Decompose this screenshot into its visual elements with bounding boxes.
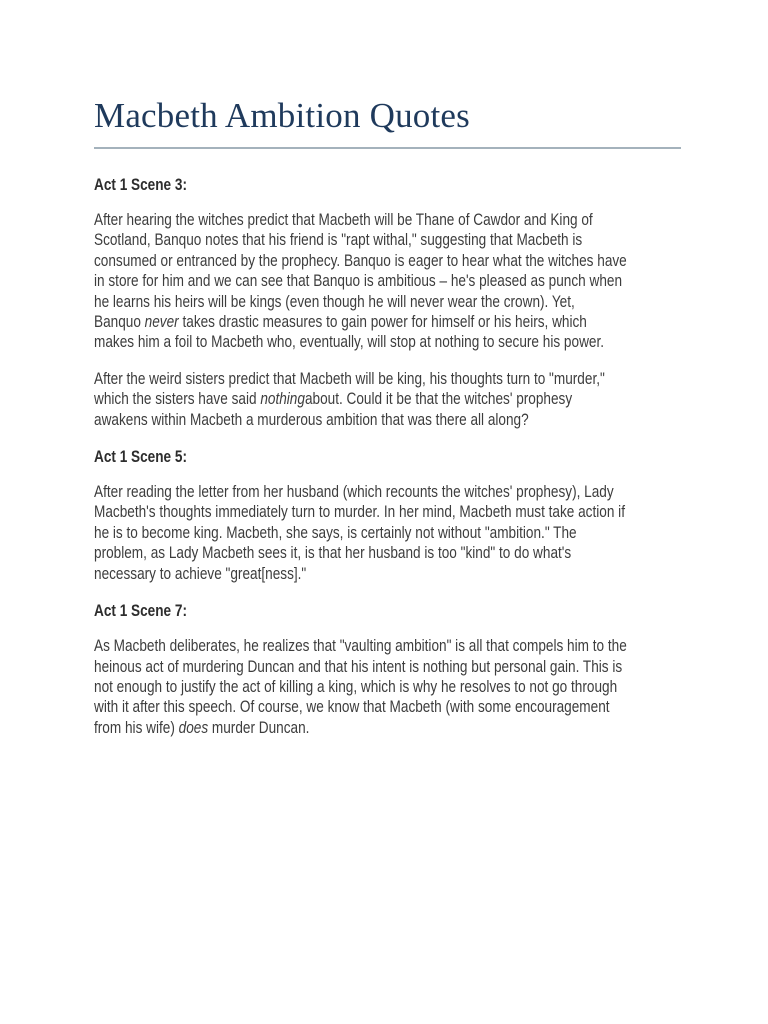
text-segment: After the weird sisters predict that Macbeth will be king, his thoughts turn to "murder," xyxy=(94,368,605,388)
text-segment: awakens within Macbeth a murderous ambition that was there all along? xyxy=(94,409,529,429)
text-line xyxy=(94,369,681,389)
page-title: Macbeth Ambition Quotes xyxy=(94,96,470,135)
paragraph xyxy=(94,636,681,738)
text-line xyxy=(94,564,681,584)
text-segment: murder Duncan. xyxy=(208,717,310,737)
scene-heading: Act 1 Scene 7: xyxy=(94,601,187,621)
text-line xyxy=(94,523,681,543)
paragraph xyxy=(94,482,681,584)
text-segment: in store for him and we can see that Banquo is ambitious – he's pleased as punch when xyxy=(94,271,623,291)
text-segment: heinous act of murdering Duncan and that his intent is nothing but personal gain. This is xyxy=(94,656,623,676)
title-divider xyxy=(94,147,681,149)
text-segment: which the sisters have said xyxy=(94,389,261,409)
text-line xyxy=(94,389,681,409)
scene-heading: Act 1 Scene 5: xyxy=(94,447,187,467)
paragraph xyxy=(94,210,681,353)
paragraph xyxy=(94,369,681,430)
text-segment: consumed or entranced by the prophecy. Banquo is eager to hear what the witches have xyxy=(94,250,627,270)
text-segment: Macbeth's thoughts immediately turn to murder. In her mind, Macbeth must take action if xyxy=(94,502,625,522)
italic-text: nothing xyxy=(260,389,305,409)
document-content xyxy=(94,96,681,754)
scene-heading: Act 1 Scene 3: xyxy=(94,175,187,194)
text-segment: After reading the letter from her husband (which recounts the witches' prophesy), Lady xyxy=(94,482,614,502)
text-line xyxy=(94,677,681,697)
text-segment: he is to become king. Macbeth, she says, is certainly not without "ambition." The xyxy=(94,522,577,542)
text-line xyxy=(94,332,681,352)
text-line xyxy=(94,636,681,656)
text-segment: After hearing the witches predict that Macbeth will be Thane of Cawdor and King of xyxy=(94,210,593,229)
text-segment: problem, as Lady Macbeth sees it, is that her husband is too "kind" to do what's xyxy=(94,543,572,563)
text-line xyxy=(94,502,681,522)
text-segment: not enough to justify the act of killing a king, which is why he resolves to not go through xyxy=(94,676,618,696)
text-line xyxy=(94,271,681,291)
text-line xyxy=(94,251,681,271)
text-segment: makes him a foil to Macbeth who, eventually, will stop at nothing to secure his power. xyxy=(94,332,605,352)
text-segment: takes drastic measures to gain power for himself or his heirs, which xyxy=(178,312,587,332)
text-line xyxy=(94,410,681,430)
italic-text: does xyxy=(178,717,209,737)
text-line xyxy=(94,210,681,230)
text-line xyxy=(94,230,681,250)
text-line xyxy=(94,292,681,312)
text-segment: Banquo xyxy=(94,312,145,332)
text-segment: with it after this speech. Of course, we know that Macbeth (with some encouragement xyxy=(94,697,610,717)
text-segment: necessary to achieve "great[ness]." xyxy=(94,563,307,583)
text-segment: he learns his heirs will be kings (even though he will never wear the crown). Yet, xyxy=(94,291,575,311)
text-line xyxy=(94,718,681,738)
text-segment: As Macbeth deliberates, he realizes that "vaulting ambition" is all that compels him to the xyxy=(94,636,627,656)
text-line xyxy=(94,543,681,563)
text-line xyxy=(94,657,681,677)
document-body xyxy=(94,175,681,738)
text-segment: about. Could it be that the witches' prophesy xyxy=(304,389,573,409)
text-line xyxy=(94,697,681,717)
text-segment: from his wife) xyxy=(94,717,179,737)
text-line xyxy=(94,312,681,332)
text-segment: Scotland, Banquo notes that his friend is "rapt withal," suggesting that Macbeth is xyxy=(94,230,583,250)
text-line xyxy=(94,482,681,502)
italic-text: never xyxy=(144,312,179,332)
